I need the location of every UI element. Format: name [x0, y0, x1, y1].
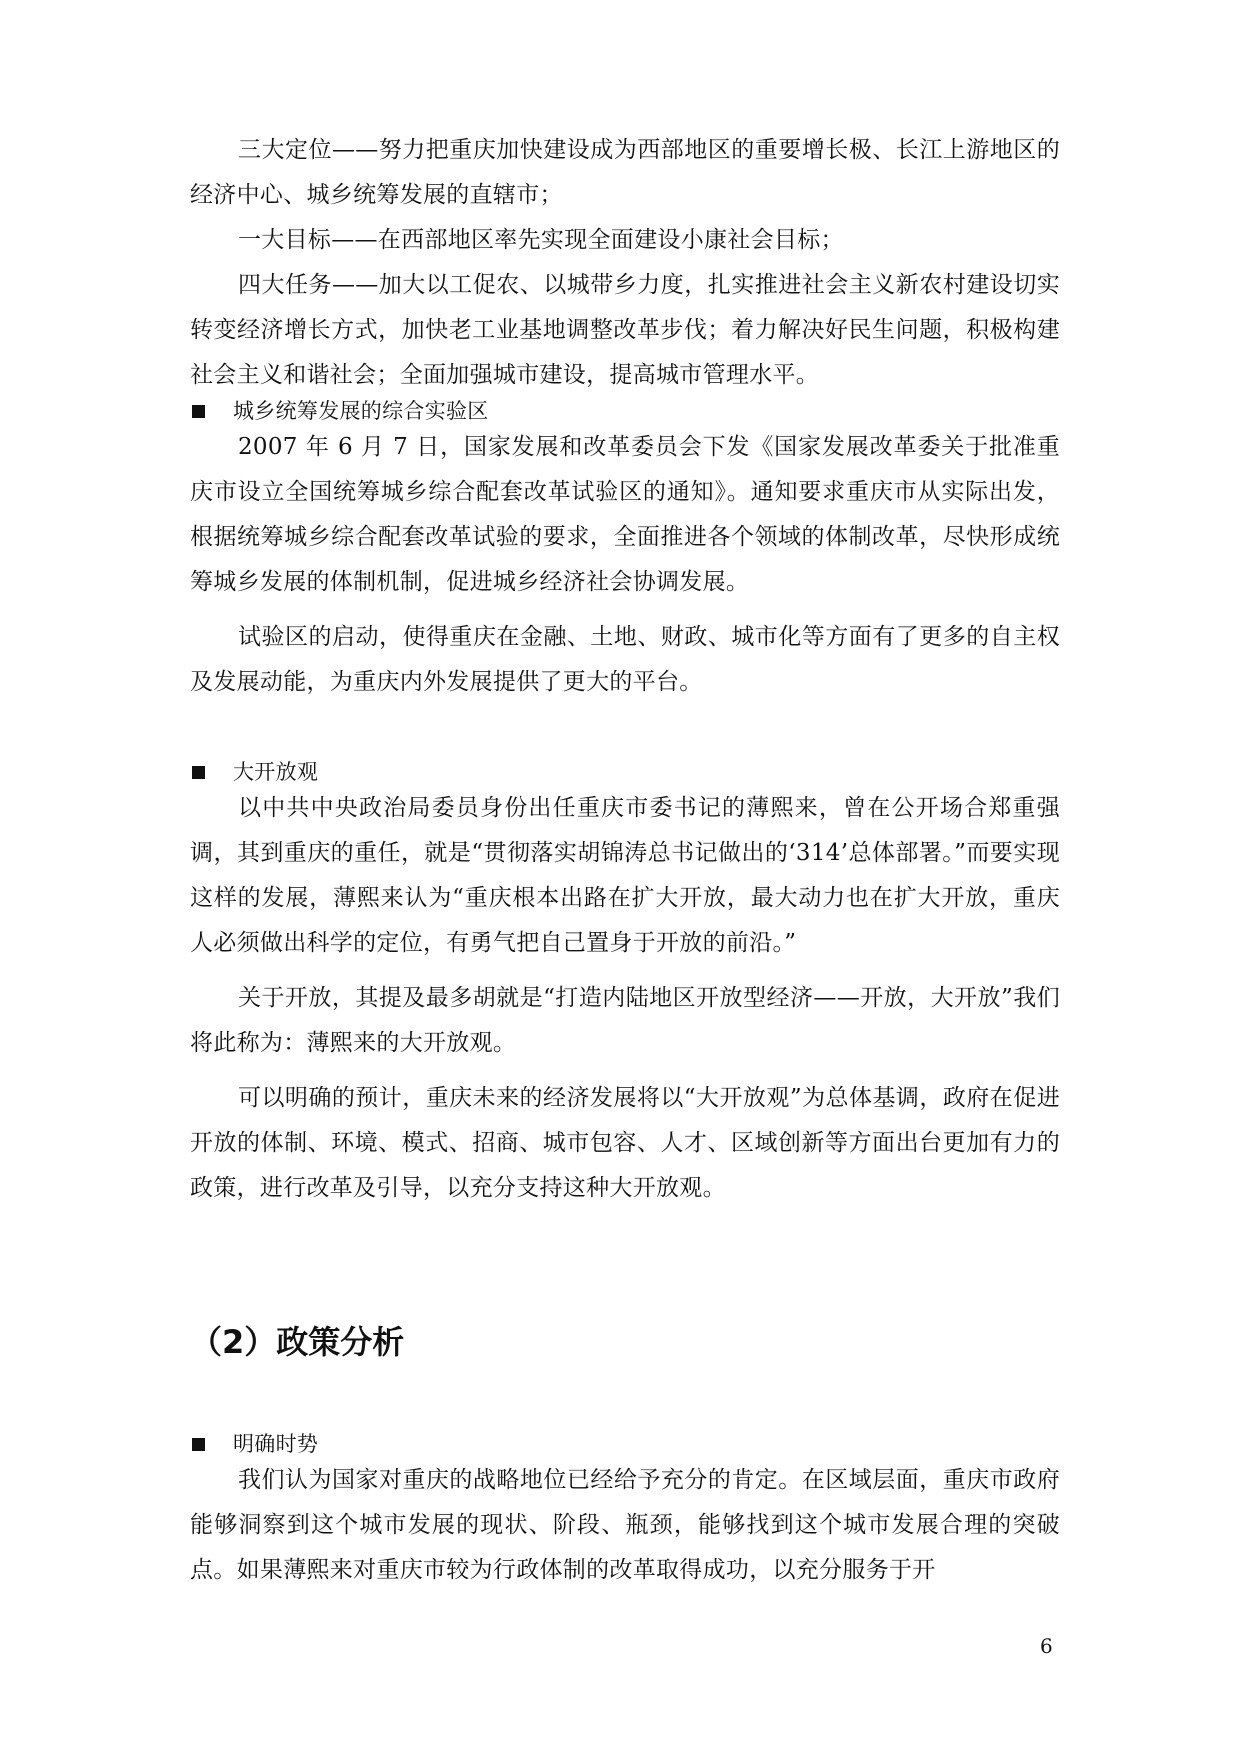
square-bullet-icon [192, 766, 205, 779]
paragraph-opening-concept: 关于开放，其提及最多胡就是“打造内陆地区开放型经济——开放，大开放”我们将此称为：薄熙来的大开放观。 [190, 985, 1060, 1056]
bullet-label: 城乡统筹发展的综合实验区 [233, 399, 489, 423]
bullet-label: 明确时势 [233, 1432, 319, 1456]
section-body [190, 786, 1060, 1211]
paragraph-opening-forecast: 可以明确的预计，重庆未来的经济发展将以“大开放观”为总体基调，政府在促进开放的体制、环境、模式、招商、城市包容、人才、区域创新等方面出台更加有力的政策，进行改革及引导，以充分支持这种大开放观。 [190, 1085, 1060, 1201]
intro-block [190, 128, 1060, 398]
bullet-heading-urban-rural [190, 393, 1060, 429]
paragraph-tasks: 四大任务——加大以工促农、以城带乡力度，扎实推进社会主义新农村建设切实转变经济增长方式，加快老工业基地调整改革步伐；着力解决好民生问题，积极构建社会主义和谐社会；全面加强城市建设，提高城市管理水平。 [190, 272, 1060, 388]
section-situation [190, 1426, 1060, 1593]
bullet-heading-situation [190, 1426, 1060, 1462]
section-urban-rural [190, 393, 1060, 705]
square-bullet-icon [192, 1438, 205, 1451]
bullet-heading-opening [190, 754, 1060, 790]
paragraph-positioning: 三大定位——努力把重庆加快建设成为西部地区的重要增长极、长江上游地区的经济中心、城乡统筹发展的直辖市； [190, 137, 1060, 208]
page-number: 6 [1040, 1634, 1053, 1658]
section-heading-policy-analysis: （2）政策分析 [190, 1323, 405, 1361]
paragraph-pilot-notice: 2007 年 6 月 7 日，国家发展和改革委员会下发《国家发展改革委关于批准重庆市设立全国统筹城乡综合配套改革试验区的通知》。通知要求重庆市从实际出发，根据统筹城乡综合配套改革试验的要求，全面推进各个领域的体制改革，尽快形成统筹城乡发展的体制机制，促进城乡经济社会协调发展。 [190, 434, 1060, 595]
paragraph-pilot-launch: 试验区的启动，使得重庆在金融、土地、财政、城市化等方面有了更多的自主权及发展动能，为重庆内外发展提供了更大的平台。 [190, 624, 1060, 695]
paragraph-goal: 一大目标——在西部地区率先实现全面建设小康社会目标； [238, 227, 844, 253]
square-bullet-icon [192, 405, 205, 418]
paragraph-situation: 我们认为国家对重庆的战略地位已经给予充分的肯定。在区域层面，重庆市政府能够洞察到这个城市发展的现状、阶段、瓶颈，能够找到这个城市发展合理的突破点。如果薄熙来对重庆市较为行政体制的改革取得成功，以充分服务于开 [190, 1467, 1060, 1583]
section-body [190, 1458, 1060, 1593]
paragraph-opening-quote: 以中共中央政治局委员身份出任重庆市委书记的薄熙来，曾在公开场合郑重强调，其到重庆的重任，就是“贯彻落实胡锦涛总书记做出的‘314’总体部署。”而要实现这样的发展，薄熙来认为“重庆根本出路在扩大开放，最大动力也在扩大开放，重庆人必须做出科学的定位，有勇气把自己置身于开放的前沿。” [190, 795, 1060, 956]
section-body [190, 425, 1060, 705]
bullet-label: 大开放观 [233, 760, 319, 784]
section-opening [190, 754, 1060, 1211]
